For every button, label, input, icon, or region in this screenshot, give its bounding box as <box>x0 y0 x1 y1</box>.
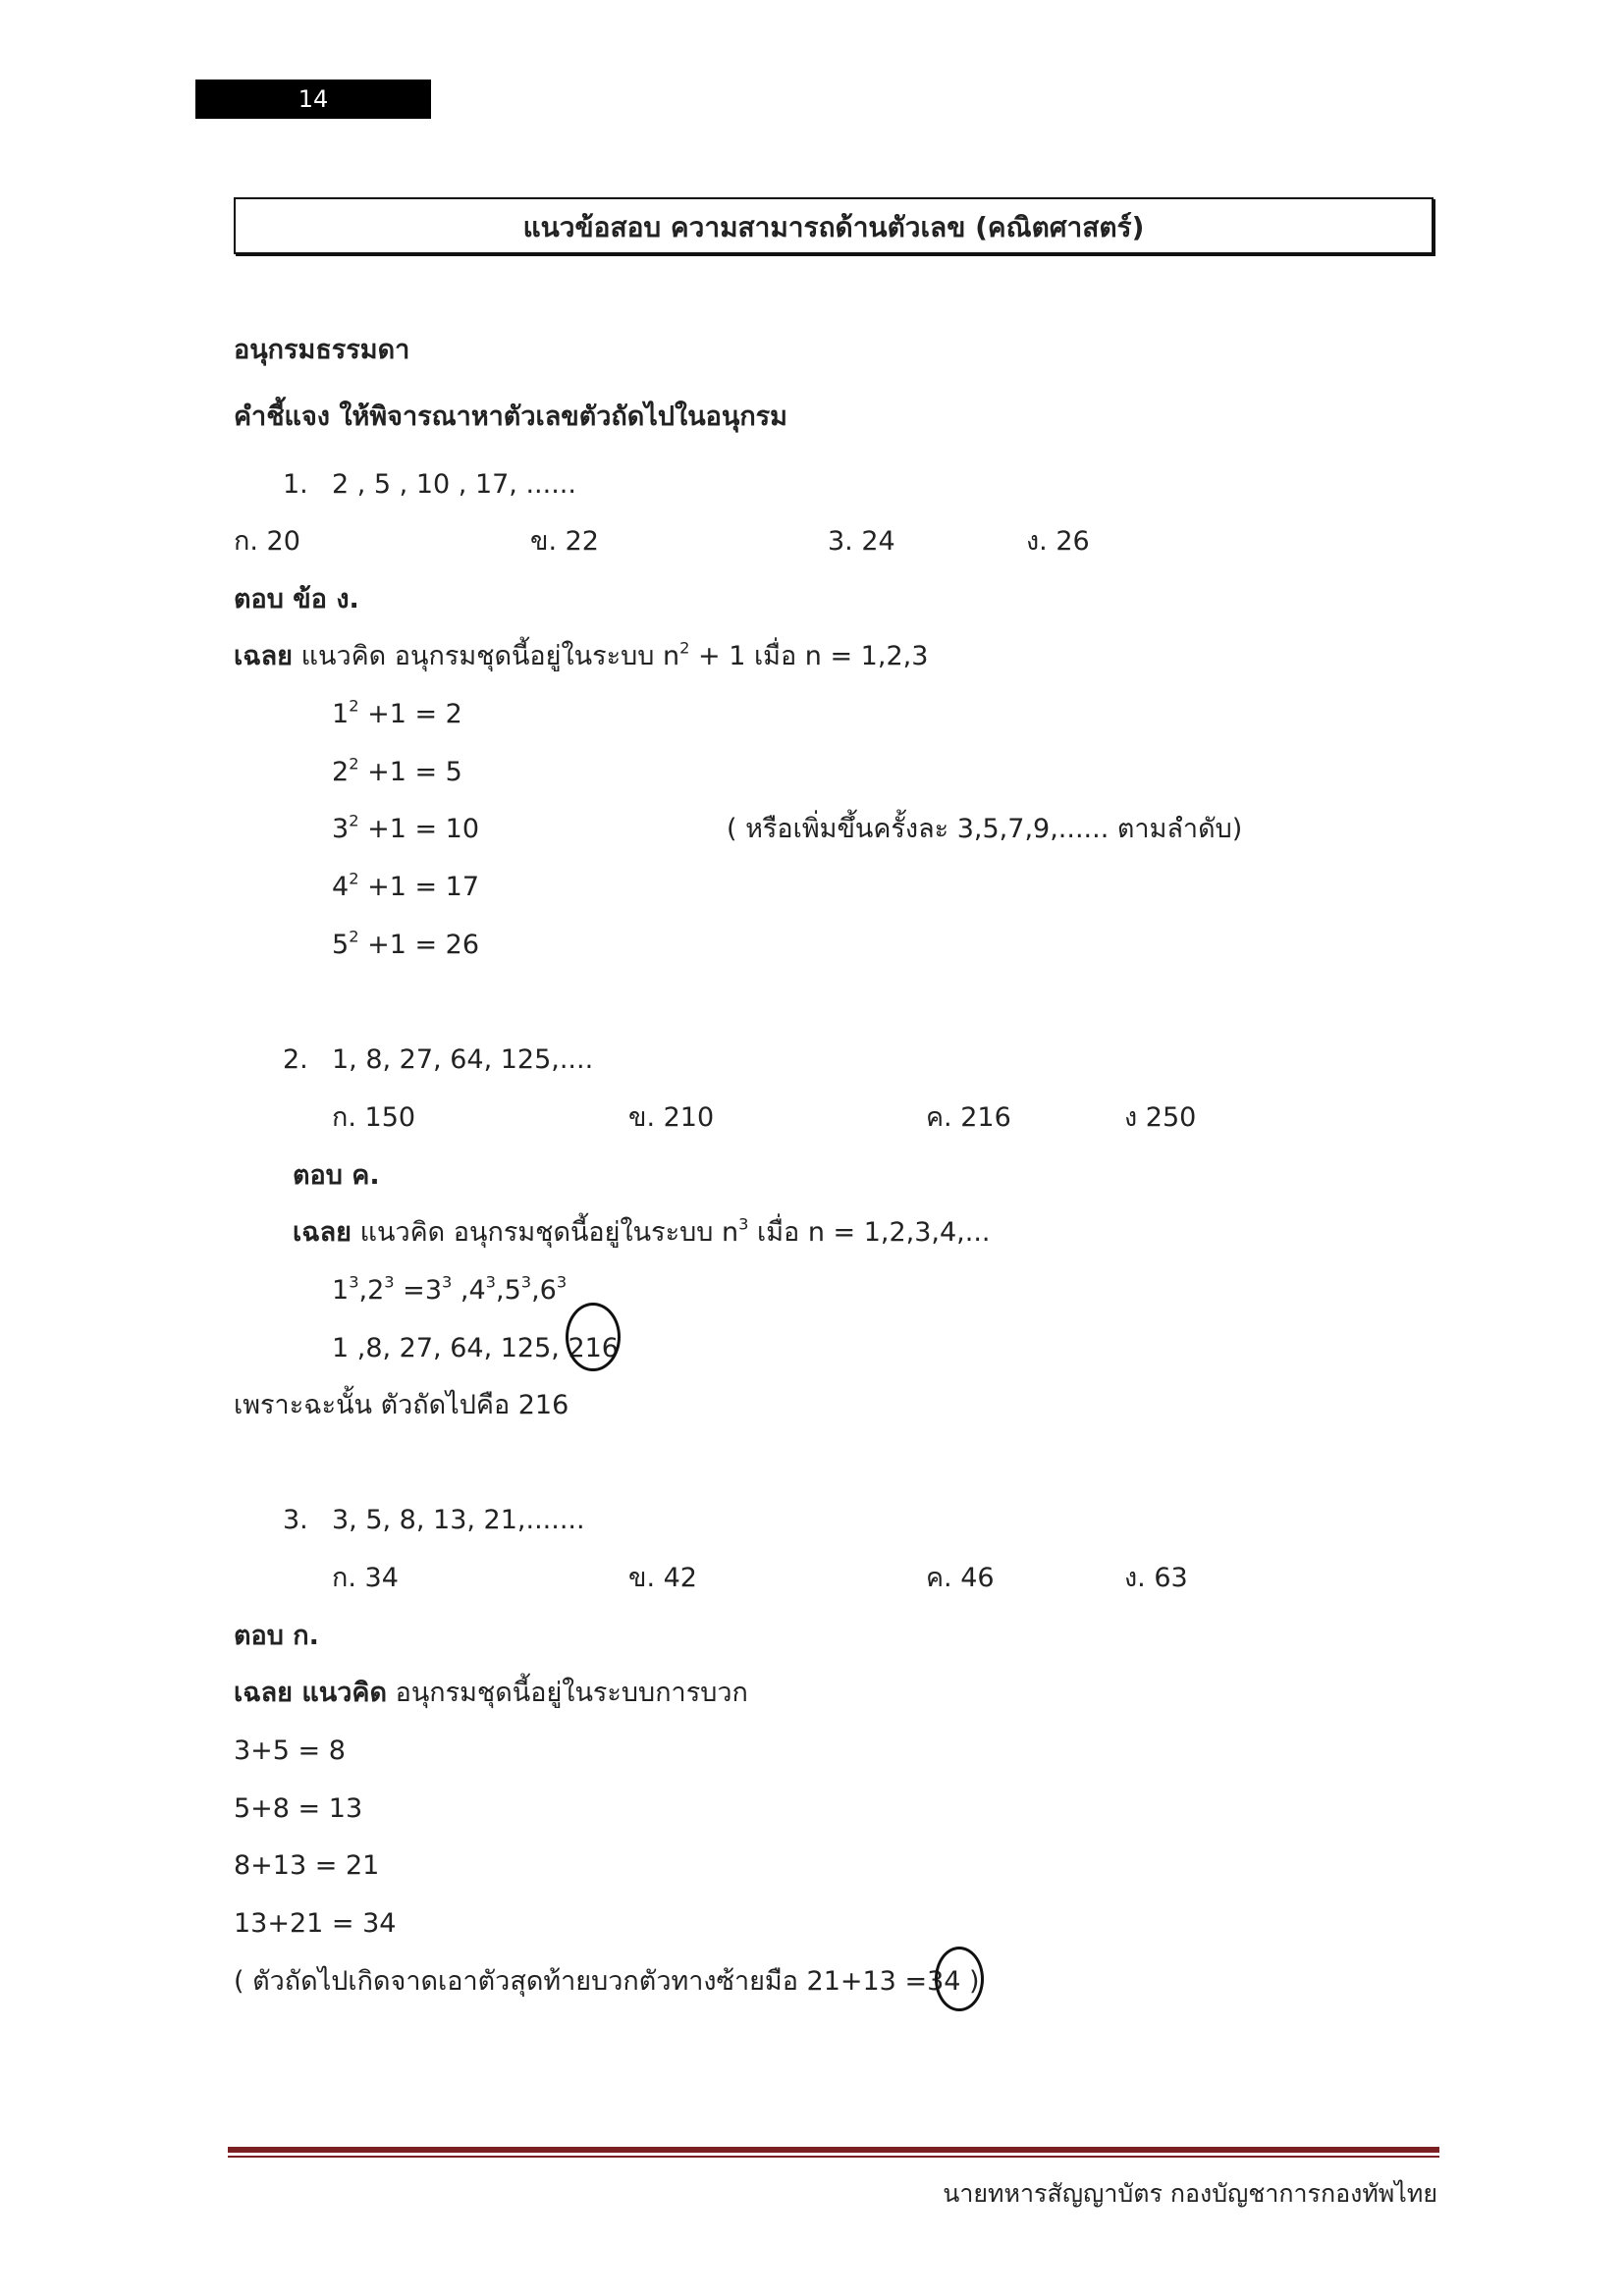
q1-answer: ตอบ ข้อ ง. <box>234 584 359 614</box>
q2-circled-answer: 216 <box>568 1333 619 1363</box>
q2-choice-d: ง 250 <box>1124 1102 1197 1133</box>
q1-choice-d: ง. 26 <box>1026 526 1090 557</box>
q3-solution <box>234 1680 748 1706</box>
q1-step: $4^2 +1 = 17$ <box>332 869 480 902</box>
q1-solution <box>234 638 929 671</box>
q1-choice-a: ก. 20 <box>234 526 300 557</box>
section-heading: อนุกรมธรรมดา <box>234 335 410 365</box>
q3-choice-a: ก. 34 <box>332 1563 399 1593</box>
q1-solution-label: เฉลย <box>234 641 293 671</box>
q1-step: $2^2 +1 = 5$ <box>332 754 462 787</box>
q2-solution <box>293 1214 991 1248</box>
q1-solution-text-a: แนวคิด อนุกรมชุดนี้อยู่ในระบบ n <box>300 641 680 671</box>
q2-sequence: 1, 8, 27, 64, 125,.... <box>332 1044 594 1075</box>
q3-circled-answer: 34 <box>927 1966 961 1997</box>
q3-step: 3+5 = 8 <box>234 1735 346 1766</box>
page-number: 14 <box>298 85 329 113</box>
title-box <box>234 197 1434 254</box>
q2-expanded: 1 ,8, 27, 64, 125, 216 <box>332 1333 619 1363</box>
q1-step: $5^2 +1 = 26$ <box>332 927 480 960</box>
q3-choice-b: ข. 42 <box>628 1563 697 1593</box>
q3-step: 8+13 = 21 <box>234 1850 380 1881</box>
q1-step: $1^2 +1 = 2$ <box>332 696 462 729</box>
q3-answer-circle <box>935 1947 984 2011</box>
q2-choice-b: ข. 210 <box>628 1102 715 1133</box>
q1-choice-c: 3. 24 <box>828 526 895 557</box>
q3-step: 5+8 = 13 <box>234 1793 363 1824</box>
q1-note: ( หรือเพิ่มขึ้นครั้งละ 3,5,7,9,...... ตามลำดับ) <box>727 814 1243 844</box>
q2-solution-exp: 3 <box>738 1214 749 1234</box>
q3-step: 13+21 = 34 <box>234 1908 397 1939</box>
q2-answer-circle <box>566 1303 621 1371</box>
q2-solution-text-b: เมื่อ n = 1,2,3,4,... <box>748 1217 991 1248</box>
q2-choice-c: ค. 216 <box>926 1102 1011 1133</box>
page-title: แนวข้อสอบ ความสามารถด้านตัวเลข (คณิตศาสตร์) <box>522 211 1145 243</box>
q3-note: ( ตัวถัดไปเกิดจาดเอาตัวสุดท้ายบวกตัวทางซ้ายมือ 21+13 =34 ) <box>234 1966 980 1997</box>
q1-solution-exp: 2 <box>679 638 690 658</box>
page-number-box <box>195 80 431 119</box>
q3-choice-d: ง. 63 <box>1124 1563 1188 1593</box>
footer-rule <box>228 2147 1439 2153</box>
q2-conclusion: เพราะฉะนั้น ตัวถัดไปคือ 216 <box>234 1390 569 1420</box>
q3-solution-text: อนุกรมชุดนี้อยู่ในระบบการบวก <box>387 1678 748 1708</box>
q2-number: 2. <box>283 1044 308 1075</box>
q1-solution-text-b: + 1 เมื่อ n = 1,2,3 <box>689 641 929 671</box>
q3-number: 3. <box>283 1505 308 1535</box>
q3-solution-label: เฉลย แนวคิด <box>234 1678 388 1708</box>
instruction: คำชี้แจง ให้พิจารณาหาตัวเลขตัวถัดไปในอนุกรม <box>234 401 787 432</box>
footer-rule-thin <box>228 2156 1439 2158</box>
q2-answer: ตอบ ค. <box>293 1160 380 1191</box>
q2-choice-a: ก. 150 <box>332 1102 416 1133</box>
q1-number: 1. <box>283 469 308 500</box>
q1-choice-b: ข. 22 <box>530 526 599 557</box>
q3-choice-c: ค. 46 <box>926 1563 995 1593</box>
q3-sequence: 3, 5, 8, 13, 21,....... <box>332 1505 585 1535</box>
q3-answer: ตอบ ก. <box>234 1621 319 1651</box>
q2-solution-label: เฉลย <box>293 1217 352 1248</box>
q1-step: $3^2 +1 = 10$ <box>332 811 480 844</box>
q2-solution-text-a: แนวคิด อนุกรมชุดนี้อยู่ในระบบ n <box>359 1217 739 1248</box>
q2-powers: $1^3,2^3 =3^3$ $,4^3,5^3,6^3$ <box>332 1272 568 1306</box>
footer-text: นายทหารสัญญาบัตร กองบัญชาการกองทัพไทย <box>943 2179 1437 2208</box>
q1-sequence: 2 , 5 , 10 , 17, ...... <box>332 469 576 500</box>
